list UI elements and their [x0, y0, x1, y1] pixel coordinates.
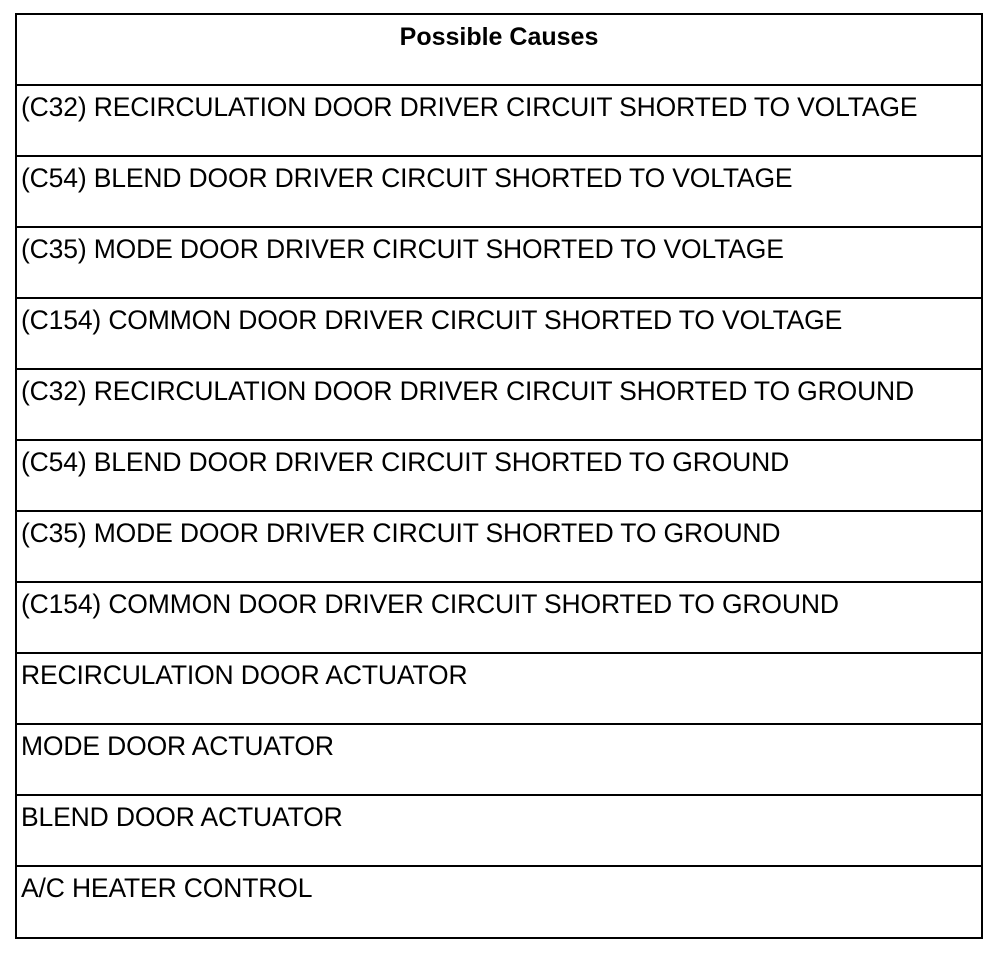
- table-row: BLEND DOOR ACTUATOR: [17, 796, 981, 867]
- table-row: MODE DOOR ACTUATOR: [17, 725, 981, 796]
- table-row: (C54) BLEND DOOR DRIVER CIRCUIT SHORTED TO VOLTAGE: [17, 157, 981, 228]
- table-row: (C35) MODE DOOR DRIVER CIRCUIT SHORTED TO VOLTAGE: [17, 228, 981, 299]
- table-row: (C32) RECIRCULATION DOOR DRIVER CIRCUIT SHORTED TO GROUND: [17, 370, 981, 441]
- table-row: (C154) COMMON DOOR DRIVER CIRCUIT SHORTED TO GROUND: [17, 583, 981, 654]
- possible-causes-table: [15, 13, 983, 939]
- table-header: Possible Causes: [17, 15, 981, 86]
- table-row: (C32) RECIRCULATION DOOR DRIVER CIRCUIT SHORTED TO VOLTAGE: [17, 86, 981, 157]
- table-row: (C54) BLEND DOOR DRIVER CIRCUIT SHORTED TO GROUND: [17, 441, 981, 512]
- table-row: (C35) MODE DOOR DRIVER CIRCUIT SHORTED TO GROUND: [17, 512, 981, 583]
- table-row: (C154) COMMON DOOR DRIVER CIRCUIT SHORTED TO VOLTAGE: [17, 299, 981, 370]
- table-row: RECIRCULATION DOOR ACTUATOR: [17, 654, 981, 725]
- table-row: A/C HEATER CONTROL: [21, 873, 313, 903]
